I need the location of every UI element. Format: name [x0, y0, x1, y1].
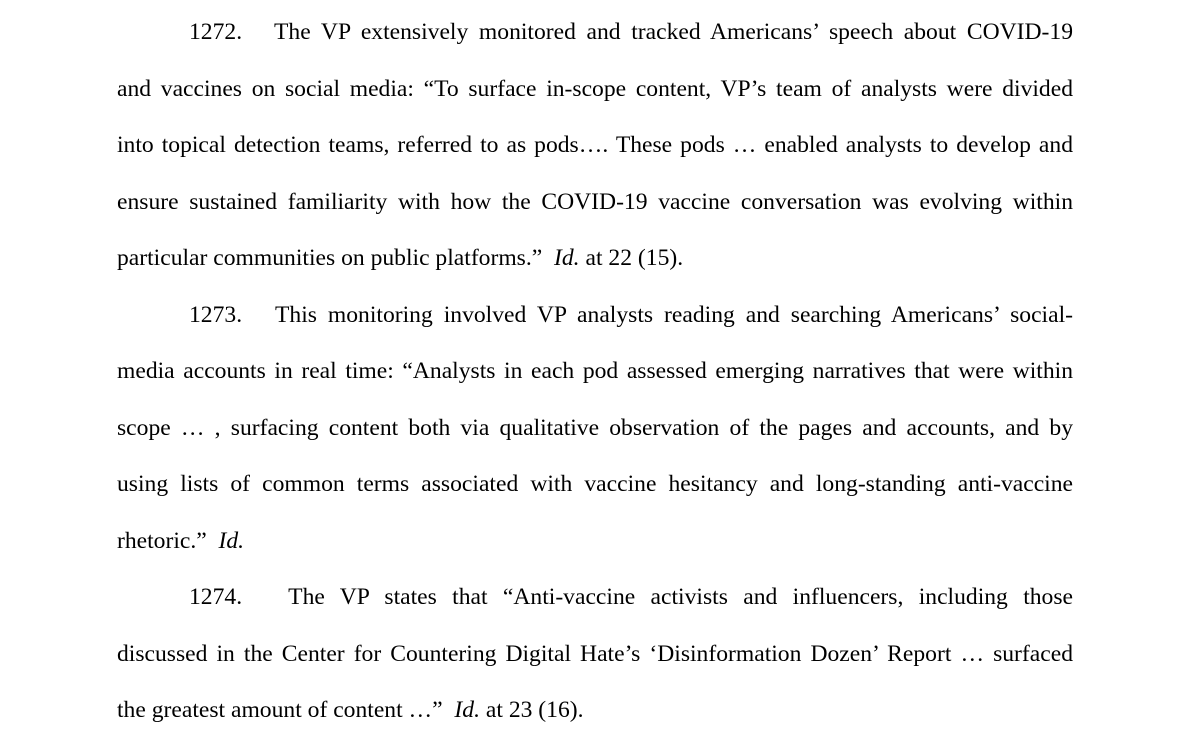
citation-id: Id.	[218, 527, 245, 554]
paragraph-last-line	[117, 239, 1073, 296]
paragraph-text: particular communities on public platforms.”	[117, 245, 543, 271]
paragraph-first-line	[117, 578, 1073, 635]
citation-id: Id.	[554, 245, 580, 271]
paragraph-last-line	[117, 522, 1073, 579]
paragraph-line: media accounts in real time: “Analysts in each pod assessed emerging narratives that were within	[117, 358, 1073, 384]
paragraph-text: This monitoring involved VP analysts reading and searching Americans’ social-	[274, 301, 1073, 328]
paragraph-1272	[117, 13, 1073, 296]
paragraph-line: into topical detection teams, referred to as pods…. These pods … enabled analysts to develop and	[117, 132, 1073, 158]
paragraph-text: the greatest amount of content …”	[117, 697, 443, 723]
paragraph-1273	[117, 296, 1073, 579]
paragraph-number: 1273.	[189, 301, 243, 328]
paragraph-line: discussed in the Center for Countering Digital Hate’s ‘Disinformation Dozen’ Report … surfaced	[117, 640, 1073, 667]
paragraph-number: 1274.	[189, 584, 243, 610]
paragraph-last-line	[117, 691, 1073, 748]
paragraph-first-line	[117, 13, 1073, 70]
paragraph-text: rhetoric.”	[117, 527, 207, 554]
document-page	[117, 13, 1073, 748]
paragraph-text: The VP extensively monitored and tracked Americans’ speech about COVID-19	[274, 19, 1073, 45]
paragraph-number: 1272.	[189, 19, 243, 45]
paragraph-text: The VP states that “Anti-vaccine activists and influencers, including those	[288, 584, 1073, 610]
citation-id: Id.	[454, 697, 480, 723]
paragraph-line: using lists of common terms associated with vaccine hesitancy and long-standing anti-vaccine	[117, 471, 1073, 497]
paragraph-first-line	[117, 296, 1073, 353]
paragraph-1274	[117, 578, 1073, 748]
citation-pages: at 22 (15).	[585, 245, 684, 271]
paragraph-line: ensure sustained familiarity with how the COVID-19 vaccine conversation was evolving within	[117, 188, 1073, 215]
paragraph-line: and vaccines on social media: “To surface in-scope content, VP’s team of analysts were divided	[117, 75, 1073, 102]
citation-pages: at 23 (16).	[485, 697, 584, 723]
paragraph-line: scope … , surfacing content both via qualitative observation of the pages and accounts, and by	[117, 414, 1073, 441]
